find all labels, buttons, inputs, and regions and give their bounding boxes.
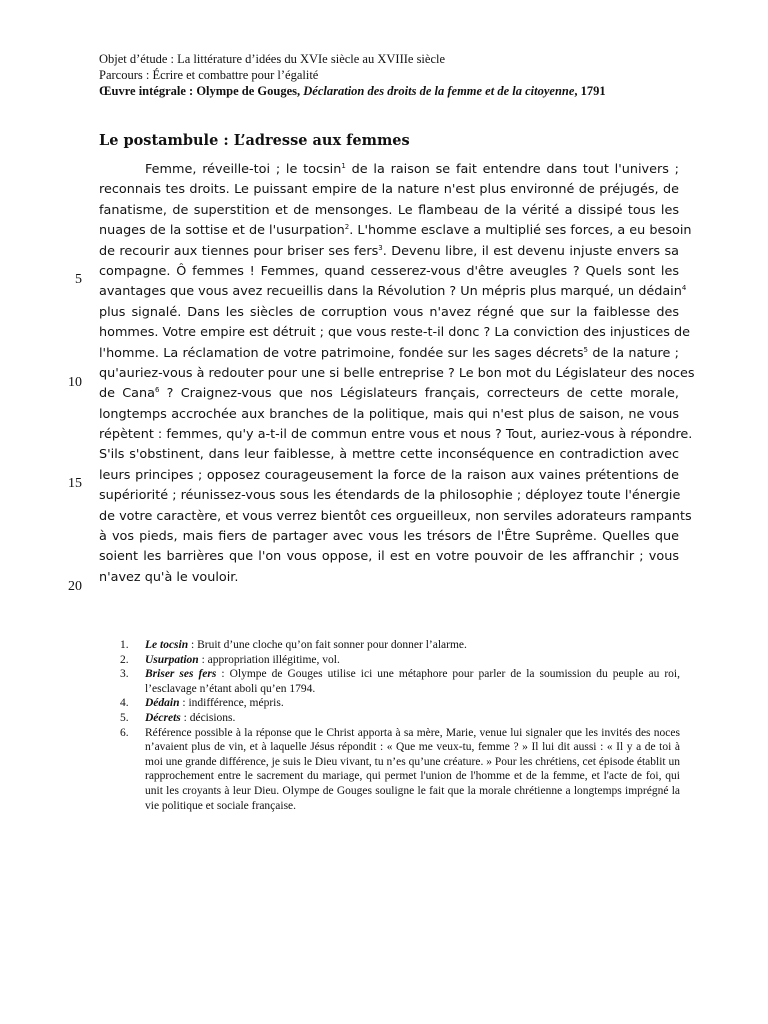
footnote-ref: 1 xyxy=(341,162,346,170)
footnote-text: : décisions. xyxy=(180,711,236,724)
footnote xyxy=(120,667,680,696)
footnote xyxy=(120,726,680,814)
text-line: de recourir aux tiennes pour briser ses fers$^3$. Devenu libre, il est devenu injuste envers sa xyxy=(99,243,679,259)
header-objet: Objet d’étude : La littérature d’idées du XVIe siècle au XVIIIe siècle xyxy=(99,52,446,66)
footnote-term: Décrets xyxy=(145,711,181,724)
footnote-term: Le tocsin xyxy=(145,639,189,651)
text-line: plus signalé. Dans les siècles de corruption vous n'avez régné que sur la faiblesse des xyxy=(99,304,679,320)
footnotes-list xyxy=(120,638,680,813)
text-line: de votre caractère, et vous verrez bientôt ces orgueilleux, non serviles adorateurs rampants xyxy=(99,508,692,524)
text-line: longtemps accrochée aux branches de la politique, mais qui n'est plus de saison, ne vous xyxy=(99,406,679,422)
footnote-term: Briser ses fers xyxy=(145,668,217,681)
text-line: S'ils s'obstinent, dans leur faiblesse, à mettre cette inconséquence en contradiction avec xyxy=(99,447,679,463)
footnote-text: : appropriation illégitime, vol. xyxy=(198,653,340,666)
text-line: avantages que vous avez recueillis dans la Révolution ? Un mépris plus marqué, un dédain$^4$ xyxy=(99,284,687,300)
line-number-20: 20 xyxy=(68,579,82,594)
text-line: soient les barrières que l'on vous oppose, il est en votre pouvoir de les affranchir ; vous xyxy=(99,549,679,565)
text-line: répètent : femmes, qu'y a-t-il de commun entre vous et nous ? Tout, auriez-vous à répondre. xyxy=(99,427,693,443)
footnote-term: Usurpation xyxy=(145,653,199,666)
footnote-text: Référence possible à la réponse que le Christ apporta à sa mère, Marie, venue lui signaler que les invités des noces n’avaient plus de vin, et à laquelle Jésus répondit : « Que me veux-tu, femme ? » Il lui dit aussi : « Il y a de toi à moi une grande différence, je suis le Dieu vivant, tu n’es qu’une créature. » Pour les chrétiens, cet épisode établit un rapprochement entre le sacrement du mariage, qui permet l'union de l'homme et de la femme, et l'acte de foi, qui unit les croyants à leur Dieu. Olympe de Gouges souligne le fait que la morale chrétienne a longtemps imprégné la vie politique et sociale française. xyxy=(145,726,680,812)
header-parcours: Parcours : Écrire et combattre pour l’égalité xyxy=(99,68,319,82)
header-oeuvre xyxy=(99,83,699,99)
text-line: Femme, réveille-toi ; le tocsin$^1$ de la raison se fait entendre dans tout l'univers ; xyxy=(145,162,679,177)
text-line: reconnais tes droits. Le puissant empire de la nature n'est plus environné de préjugés, de xyxy=(99,182,679,198)
text-line: fanatisme, de superstition et de mensonges. Le flambeau de la vérité a dissipé tous les xyxy=(99,202,679,218)
footnote-number: 2. xyxy=(120,653,129,666)
text-line: qu'auriez-vous à redouter pour une si belle entreprise ? Le bon mot du Législateur des noces xyxy=(99,365,695,381)
text-line: l'homme. La réclamation de votre patrimoine, fondée sur les sages décrets$^5$ de la nature ; xyxy=(99,345,679,361)
footnote-ref: 2 xyxy=(344,223,350,232)
text-line: supériorité ; réunissez-vous sous les étendards de la philosophie ; déployez toute l'énergie xyxy=(99,488,681,504)
footnote-text: : Bruit d’une cloche qu’on fait sonner pour donner l’alarme. xyxy=(188,639,467,651)
header-oeuvre-prefix: Œuvre intégrale : Olympe de Gouges, xyxy=(99,84,304,98)
footnote-number: 1. xyxy=(120,639,129,651)
text-line: hommes. Votre empire est détruit ; que vous reste-t-il donc ? La conviction des injustices de xyxy=(99,325,691,341)
header-oeuvre-suffix: , 1791 xyxy=(574,84,606,98)
section-title: Le postambule : L’adresse aux femmes xyxy=(99,132,410,149)
text-line: à vos pieds, mais fiers de partager avec vous les trésors de l'Être Suprême. Quelles que xyxy=(99,529,679,545)
text-line: n'avez qu'à le vouloir. xyxy=(99,569,239,585)
postambule-text xyxy=(99,160,695,588)
footnote-text: : indifférence, mépris. xyxy=(179,697,284,710)
footnote-number: 6. xyxy=(120,726,129,739)
footnote-number: 4. xyxy=(120,697,129,710)
text-line: nuages de la sottise et de l'usurpation$^2$. L'homme esclave a multiplié ses forces, a eu besoin xyxy=(99,223,692,239)
footnote xyxy=(120,653,680,668)
footnote-text: : Olympe de Gouges utilise ici une métaphore pour parler de la soumission du peuple au roi, l’esclavage n’étant aboli qu’en 1794. xyxy=(145,668,680,695)
footnote-ref: 5 xyxy=(583,345,588,354)
footnote xyxy=(120,711,680,726)
text-line: de Cana$^6$ ? Craignez-vous que nos Législateurs français, correcteurs de cette morale, xyxy=(99,386,679,402)
footnote xyxy=(120,696,680,711)
line-number-15: 15 xyxy=(68,476,82,491)
line-number-5: 5 xyxy=(75,272,82,287)
footnote-number: 3. xyxy=(120,668,129,681)
footnote xyxy=(120,638,680,653)
line-number-10: 10 xyxy=(68,375,82,390)
text-line: compagne. Ô femmes ! Femmes, quand cesserez-vous d'être aveugles ? Quels sont les xyxy=(99,263,679,279)
footnote-ref: 3 xyxy=(378,243,383,252)
footnote-ref: 6 xyxy=(154,386,160,395)
footnote-term: Dédain xyxy=(145,697,180,710)
document-header xyxy=(99,51,699,99)
footnote-ref: 4 xyxy=(681,284,687,293)
footnote-number: 5. xyxy=(120,711,129,724)
header-oeuvre-title: Déclaration des droits de la femme et de la citoyenne xyxy=(303,84,575,98)
text-line: leurs principes ; opposez courageusement la force de la raison aux vaines prétentions de xyxy=(99,467,679,483)
